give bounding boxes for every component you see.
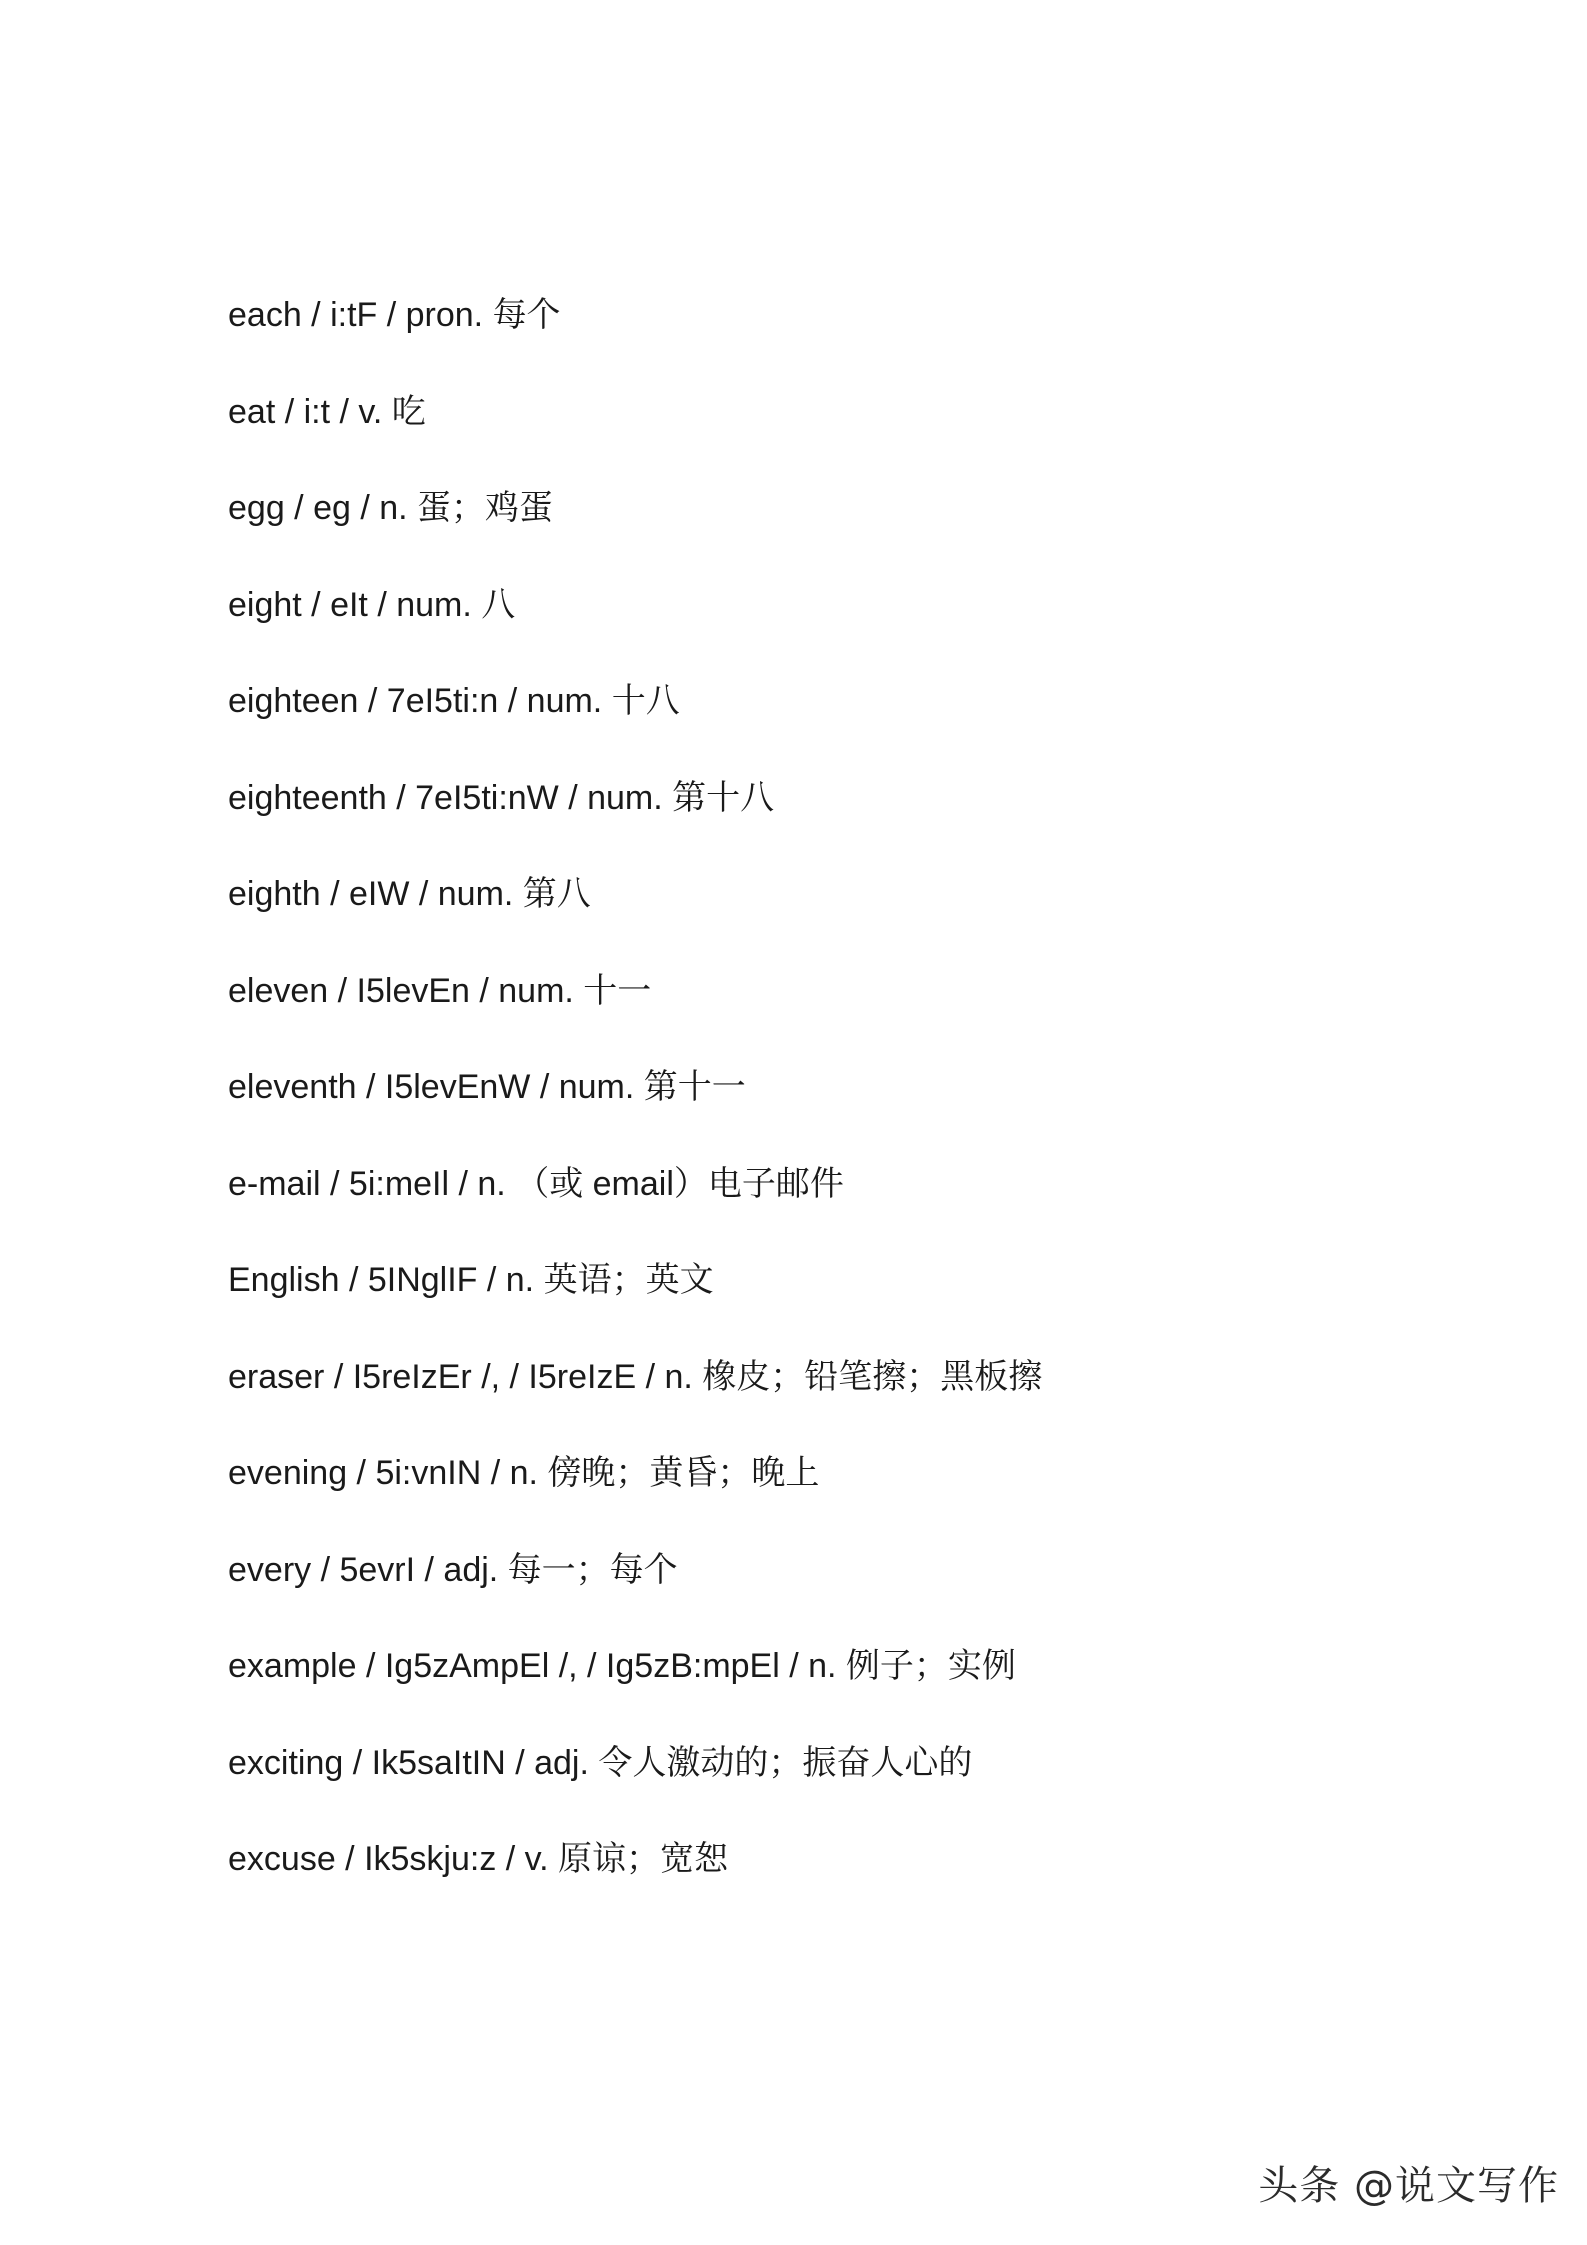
vocab-entry-eighth: eighth / eIW / num. 第八	[228, 875, 591, 913]
vocab-entry-exciting: exciting / Ik5saItIN / adj. 令人激动的；振奋人心的	[228, 1743, 973, 1782]
vocab-entry-each: each / i:tF / pron. 每个	[228, 296, 561, 334]
vocab-entry-e-mail: e-mail / 5i:meIl / n. （或 email）电子邮件	[228, 1164, 844, 1203]
vocab-entry-evening: evening / 5i:vnIN / n. 傍晚；黄昏；晚上	[228, 1454, 820, 1492]
vocab-entry-english: English / 5INglIF / n. 英语；英文	[228, 1261, 714, 1299]
vocab-entry-eleventh: eleventh / I5levEnW / num. 第十一	[228, 1068, 746, 1106]
vocab-entry-example: example / Ig5zAmpEl /, / Ig5zB:mpEl / n. 例子；实例	[228, 1647, 1016, 1685]
vocab-entry-excuse: excuse / Ik5skju:z / v. 原谅；宽恕	[228, 1840, 729, 1878]
vocab-entry-every: every / 5evrI / adj. 每一；每个	[228, 1550, 678, 1589]
vocab-entry-eraser: eraser / I5reIzEr /, / I5reIzE / n. 橡皮；铅笔擦；黑板擦	[228, 1357, 1043, 1396]
vocab-entry-eighteen: eighteen / 7eI5ti:n / num. 十八	[228, 682, 680, 720]
vocabulary-list	[228, 290, 1042, 1931]
vocab-entry-eight: eight / eIt / num. 八	[228, 585, 516, 624]
vocab-entry-eighteenth: eighteenth / 7eI5ti:nW / num. 第十八	[228, 778, 775, 817]
vocab-entry-eat: eat / i:t / v. 吃	[228, 392, 426, 431]
vocab-entry-egg: egg / eg / n. 蛋；鸡蛋	[228, 489, 554, 527]
vocab-entry-eleven: eleven / I5levEn / num. 十一	[228, 971, 652, 1010]
watermark: 头条 @说文写作	[1258, 2163, 1559, 2209]
